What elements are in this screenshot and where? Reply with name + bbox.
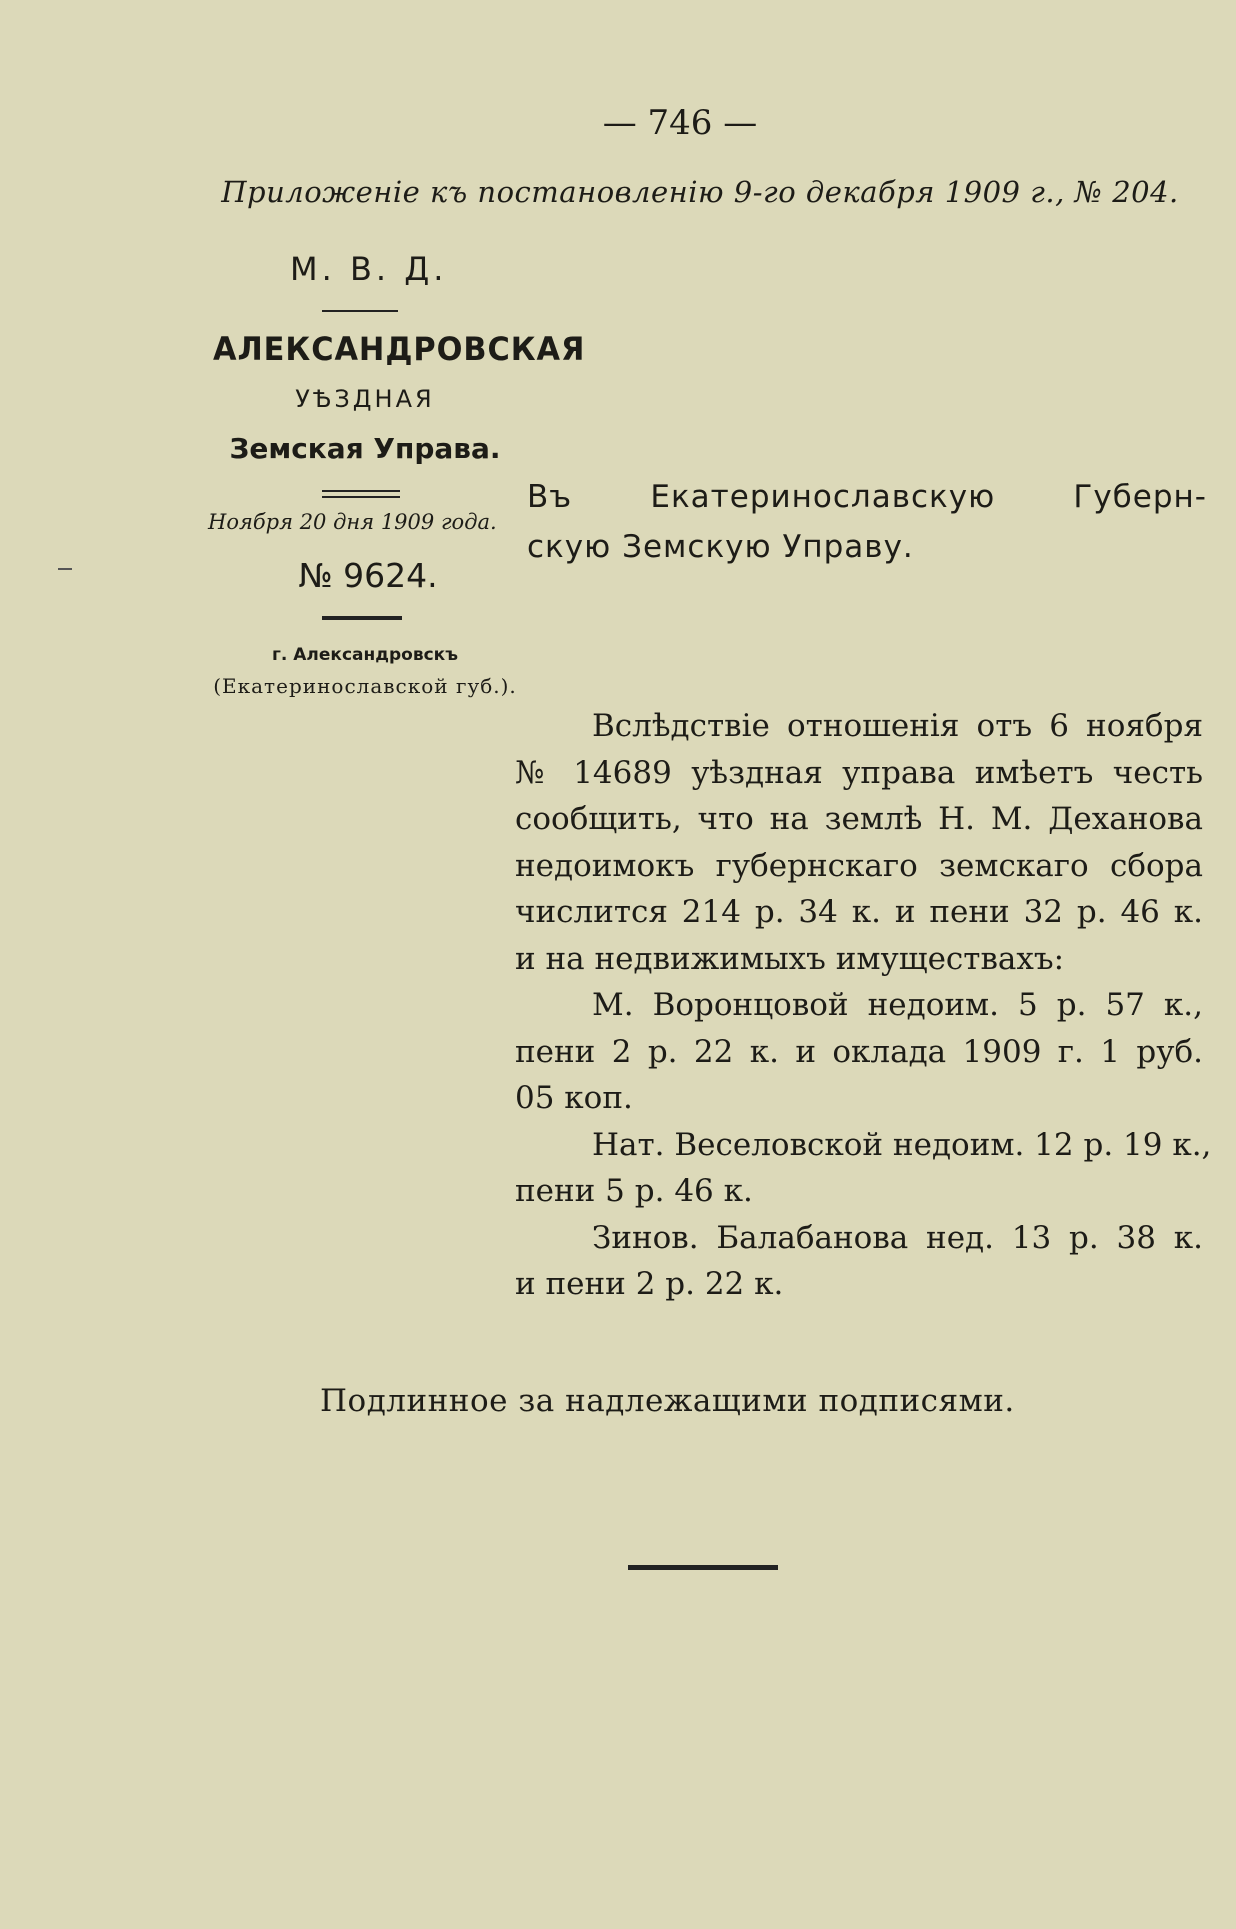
province-name: (Екатеринославской губ.). bbox=[213, 674, 517, 698]
body-line: и пени 2 р. 22 к. bbox=[515, 1266, 784, 1302]
addressee-line-2: скую Земскую Управу. bbox=[527, 529, 914, 565]
body-line: пени 5 р. 46 к. bbox=[515, 1173, 753, 1209]
addressee-block bbox=[527, 472, 1207, 572]
page-number: — 746 — bbox=[602, 103, 758, 143]
appendix-note: Приложенiе къ постановленiю 9-го декабря 1909 г., № 204. bbox=[221, 175, 1179, 209]
institution-board: Земская Управа. bbox=[229, 432, 501, 465]
letter-body bbox=[515, 703, 1212, 1308]
ministry-abbrev: М. В. Д. bbox=[290, 250, 448, 288]
double-divider-bottom bbox=[322, 496, 400, 498]
double-divider-top bbox=[322, 490, 400, 492]
institution-name: АЛЕКСАНДРОВСКАЯ bbox=[213, 330, 586, 368]
margin-mark bbox=[58, 568, 72, 570]
body-line: числится 214 р. 34 к. и пени 32 р. 46 к. bbox=[515, 894, 1203, 930]
institution-type: УѢЗДНАЯ bbox=[295, 385, 435, 413]
body-line: недоимокъ губернскаго земскаго сбора bbox=[515, 847, 1203, 884]
header-divider bbox=[322, 310, 398, 312]
document-number: № 9624. bbox=[298, 556, 438, 595]
body-line: М. Воронцовой недоим. 5 р. 57 к., bbox=[592, 987, 1203, 1023]
body-line: № 14689 уѣздная управа имѣетъ честь bbox=[515, 754, 1203, 791]
body-line: 05 коп. bbox=[515, 1080, 633, 1116]
end-divider bbox=[628, 1565, 778, 1570]
body-line: Вслѣдствiе отношенiя отъ 6 ноября bbox=[592, 708, 1203, 744]
body-line: и на недвижимыхъ имуществахъ: bbox=[515, 940, 1065, 977]
number-divider bbox=[322, 616, 402, 620]
body-line: пени 2 р. 22 к. и оклада 1909 г. 1 руб. bbox=[515, 1033, 1203, 1070]
closing-note: Подлинное за надлежащими подписями. bbox=[320, 1383, 1015, 1419]
addressee-line-1: Въ Екатеринославскую Губерн- bbox=[527, 479, 1207, 515]
body-line: Зинов. Балабанова нед. 13 р. 38 к. bbox=[592, 1219, 1203, 1256]
document-date: Ноября 20 дня 1909 года. bbox=[208, 510, 497, 534]
body-line: Нат. Веселовской недоим. 12 р. 19 к., bbox=[592, 1126, 1212, 1163]
city-name: г. Александровскъ bbox=[272, 645, 458, 665]
body-line: сообщить, что на землѣ Н. М. Деханова bbox=[515, 801, 1203, 837]
